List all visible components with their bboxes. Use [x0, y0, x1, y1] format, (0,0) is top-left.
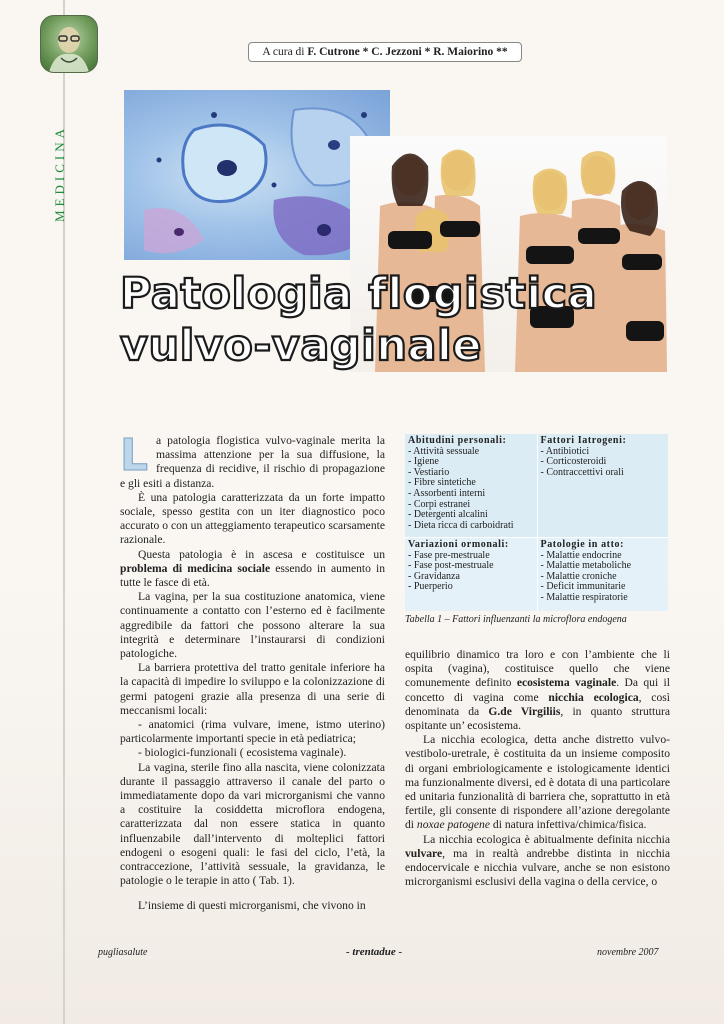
paragraph-text: La nicchia ecologica è abitualmente definita nicchia — [423, 832, 670, 846]
paragraph-text: equilibrio dinamico tra loro e con l’ambiente che li ospita (vagina), costituisce quello che viene comunemente definito — [405, 648, 670, 690]
table-cell-personal — [405, 434, 537, 537]
article-title — [120, 268, 680, 372]
emphasis-text: G.de Virgiliis — [488, 704, 561, 718]
table-item: - Assorbenti interni — [408, 487, 486, 499]
table-item: - Puerperio — [408, 581, 453, 593]
paragraph: È una patologia caratterizzata da un forte impatto sociale, spesso gestita con un iter diagnostico poco accurato o con un atteggiamento terapeutico scarsamente razionale. — [120, 490, 385, 547]
paragraph-gap — [120, 889, 385, 899]
table-cell-iatrogenic — [537, 434, 669, 537]
column-left — [120, 430, 385, 913]
table-row — [405, 434, 668, 537]
emphasis-text: ecosistema vaginale — [516, 676, 617, 690]
table-item: - Attività sessuale — [408, 445, 480, 457]
list-item: - biologici-funzionali ( ecosistema vaginale). — [138, 746, 347, 760]
table-item: - Contraccettivi orali — [540, 466, 624, 478]
table-item: - Detergenti alcalini — [408, 509, 488, 521]
table-item: - Dieta ricca di carboidrati — [408, 519, 514, 531]
paragraph — [120, 548, 385, 591]
table-item: - Malattie endocrine — [540, 549, 622, 561]
emphasis-text: problema di medicina sociale — [120, 561, 271, 575]
footer-page-number: - trentadue - — [346, 946, 403, 958]
table-heading: Abitudini personali: — [408, 435, 507, 446]
paragraph-text: La nicchia ecologica, detta anche distretto vulvo-vestibolo-uretrale, è costituita da un insieme composito di organi embriologicamente e istologicamente identici ma funzionalmente diversi, ed è dotata di una particolare ed unitaria funzionalità di barriera che, soprattutto in età fertile, gli consente di rispondere all’azione deregolante di — [405, 733, 670, 832]
author-portrait — [40, 15, 98, 73]
paragraph — [405, 648, 670, 733]
table-item: - Deficit immunitarie — [540, 581, 626, 593]
footer-publication: pugliasalute — [98, 947, 148, 958]
authors-names: F. Cutrone * C. Jezzoni * R. Maiorino ** — [307, 46, 508, 58]
authors-prefix: A cura di — [262, 46, 305, 58]
section-label — [38, 110, 82, 220]
table-cell-hormonal — [405, 538, 537, 611]
paragraph-text: , in quanto struttura ospitante un’ ecosistema. — [405, 704, 671, 733]
drop-cap: L — [120, 430, 149, 481]
table-item: - Malattie respiratorie — [540, 591, 628, 603]
portrait-illustration — [41, 16, 97, 72]
table-cell-pathologies — [537, 538, 669, 611]
table-item: - Antibiotici — [540, 445, 590, 457]
italic-text: noxae patogene — [416, 818, 490, 832]
table-item: - Gravidanza — [408, 570, 460, 582]
paragraph-text: , così denominata da — [405, 690, 670, 718]
paragraph: La barriera protettiva del tratto genitale inferiore ha la capacità di impedire lo sviluppo e la colonizzazione di germi patogeni grazie alla presenza di una serie di meccanismi locali: — [120, 661, 385, 717]
authors-box — [248, 42, 522, 62]
list-item: - anatomici (rima vulvare, imene, istmo uterino) particolarmente importanti specie in età pediatrica; — [120, 718, 385, 746]
paragraph: L’insieme di questi microrganismi, che vivono in — [138, 898, 366, 912]
table-heading: Variazioni ormonali: — [408, 539, 509, 550]
table-row — [405, 537, 668, 611]
paragraph: La vagina, per la sua costituzione anatomica, viene continuamente a contatto con l’esterno ed è facilmente aggredibile da fattori che possono alterare la sua integrità e determinare l’instaurarsi di condizioni patologiche. — [120, 590, 385, 661]
emphasis-text: vulvare — [405, 846, 443, 860]
table-item: - Igiene — [408, 456, 439, 468]
paragraph-text: Questa patologia è in ascesa e costituisce un — [138, 547, 385, 561]
paragraph — [405, 833, 670, 890]
table-item: - Corticosteroidi — [540, 456, 607, 468]
emphasis-text: nicchia ecologica — [548, 690, 639, 704]
paragraph-intro — [120, 430, 385, 491]
paragraph-text: . Da qui il concetto di vagina come — [405, 676, 670, 704]
paragraph-text: di natura infettiva/chimica/fisica. — [490, 818, 647, 832]
column-right — [405, 648, 670, 889]
table-item: - Vestiario — [408, 466, 450, 478]
table-item: - Corpi estranei — [408, 498, 471, 510]
paragraph-text: , ma in realtà andrebbe distinta in nicchia endocervicale e nicchia vulvare, anche se non esistono microrganismi esclusivi della vagina o della cervice, o — [405, 846, 670, 889]
title-line-1: Patologia flogistica — [120, 269, 598, 319]
table-caption: Tabella 1 – Fattori influenzanti la microflora endogena — [405, 614, 627, 625]
table-item: - Malattie metaboliche — [540, 560, 632, 572]
table-item: - Malattie croniche — [540, 570, 617, 582]
paragraph-text: essendo in aumento in tutte le fasce di età. — [120, 561, 385, 590]
title-line-2: vulvo-vaginale — [120, 321, 482, 371]
paragraph — [405, 733, 670, 832]
paragraph: La vagina, sterile fino alla nascita, viene colonizzata durante il passaggio attraverso il canale del parto o immediatamente dopo da vari microrganismi che vanno a costituire la cosiddetta microflora endogena, caratterizzata dal non essere statica in quanto influenzabile dall’intervento di molteplici fattori endogeni o esogeni quali: le fasi del ciclo, l’età, la contraccezione, l’attività sessuale, la gravidanza, le patologie o le terapie in atto ( Tab. 1). — [120, 760, 385, 888]
factors-table — [405, 434, 668, 611]
table-item: - Fase pre-mestruale — [408, 549, 490, 561]
table-heading: Fattori Iatrogeni: — [540, 435, 627, 446]
paragraph-text: a patologia flogistica vulvo-vaginale merita la massima attenzione per la sua diffusione, la frequenza di recidive, il rischio di propagazione e gli esiti a distanza. — [120, 434, 385, 490]
table-item: - Fase post-mestruale — [408, 560, 494, 572]
footer-date: novembre 2007 — [597, 947, 659, 958]
table-heading: Patologie in atto: — [540, 539, 625, 550]
section-label-text: MEDICINA — [52, 125, 67, 222]
table-item: - Fibre sintetiche — [408, 477, 476, 489]
